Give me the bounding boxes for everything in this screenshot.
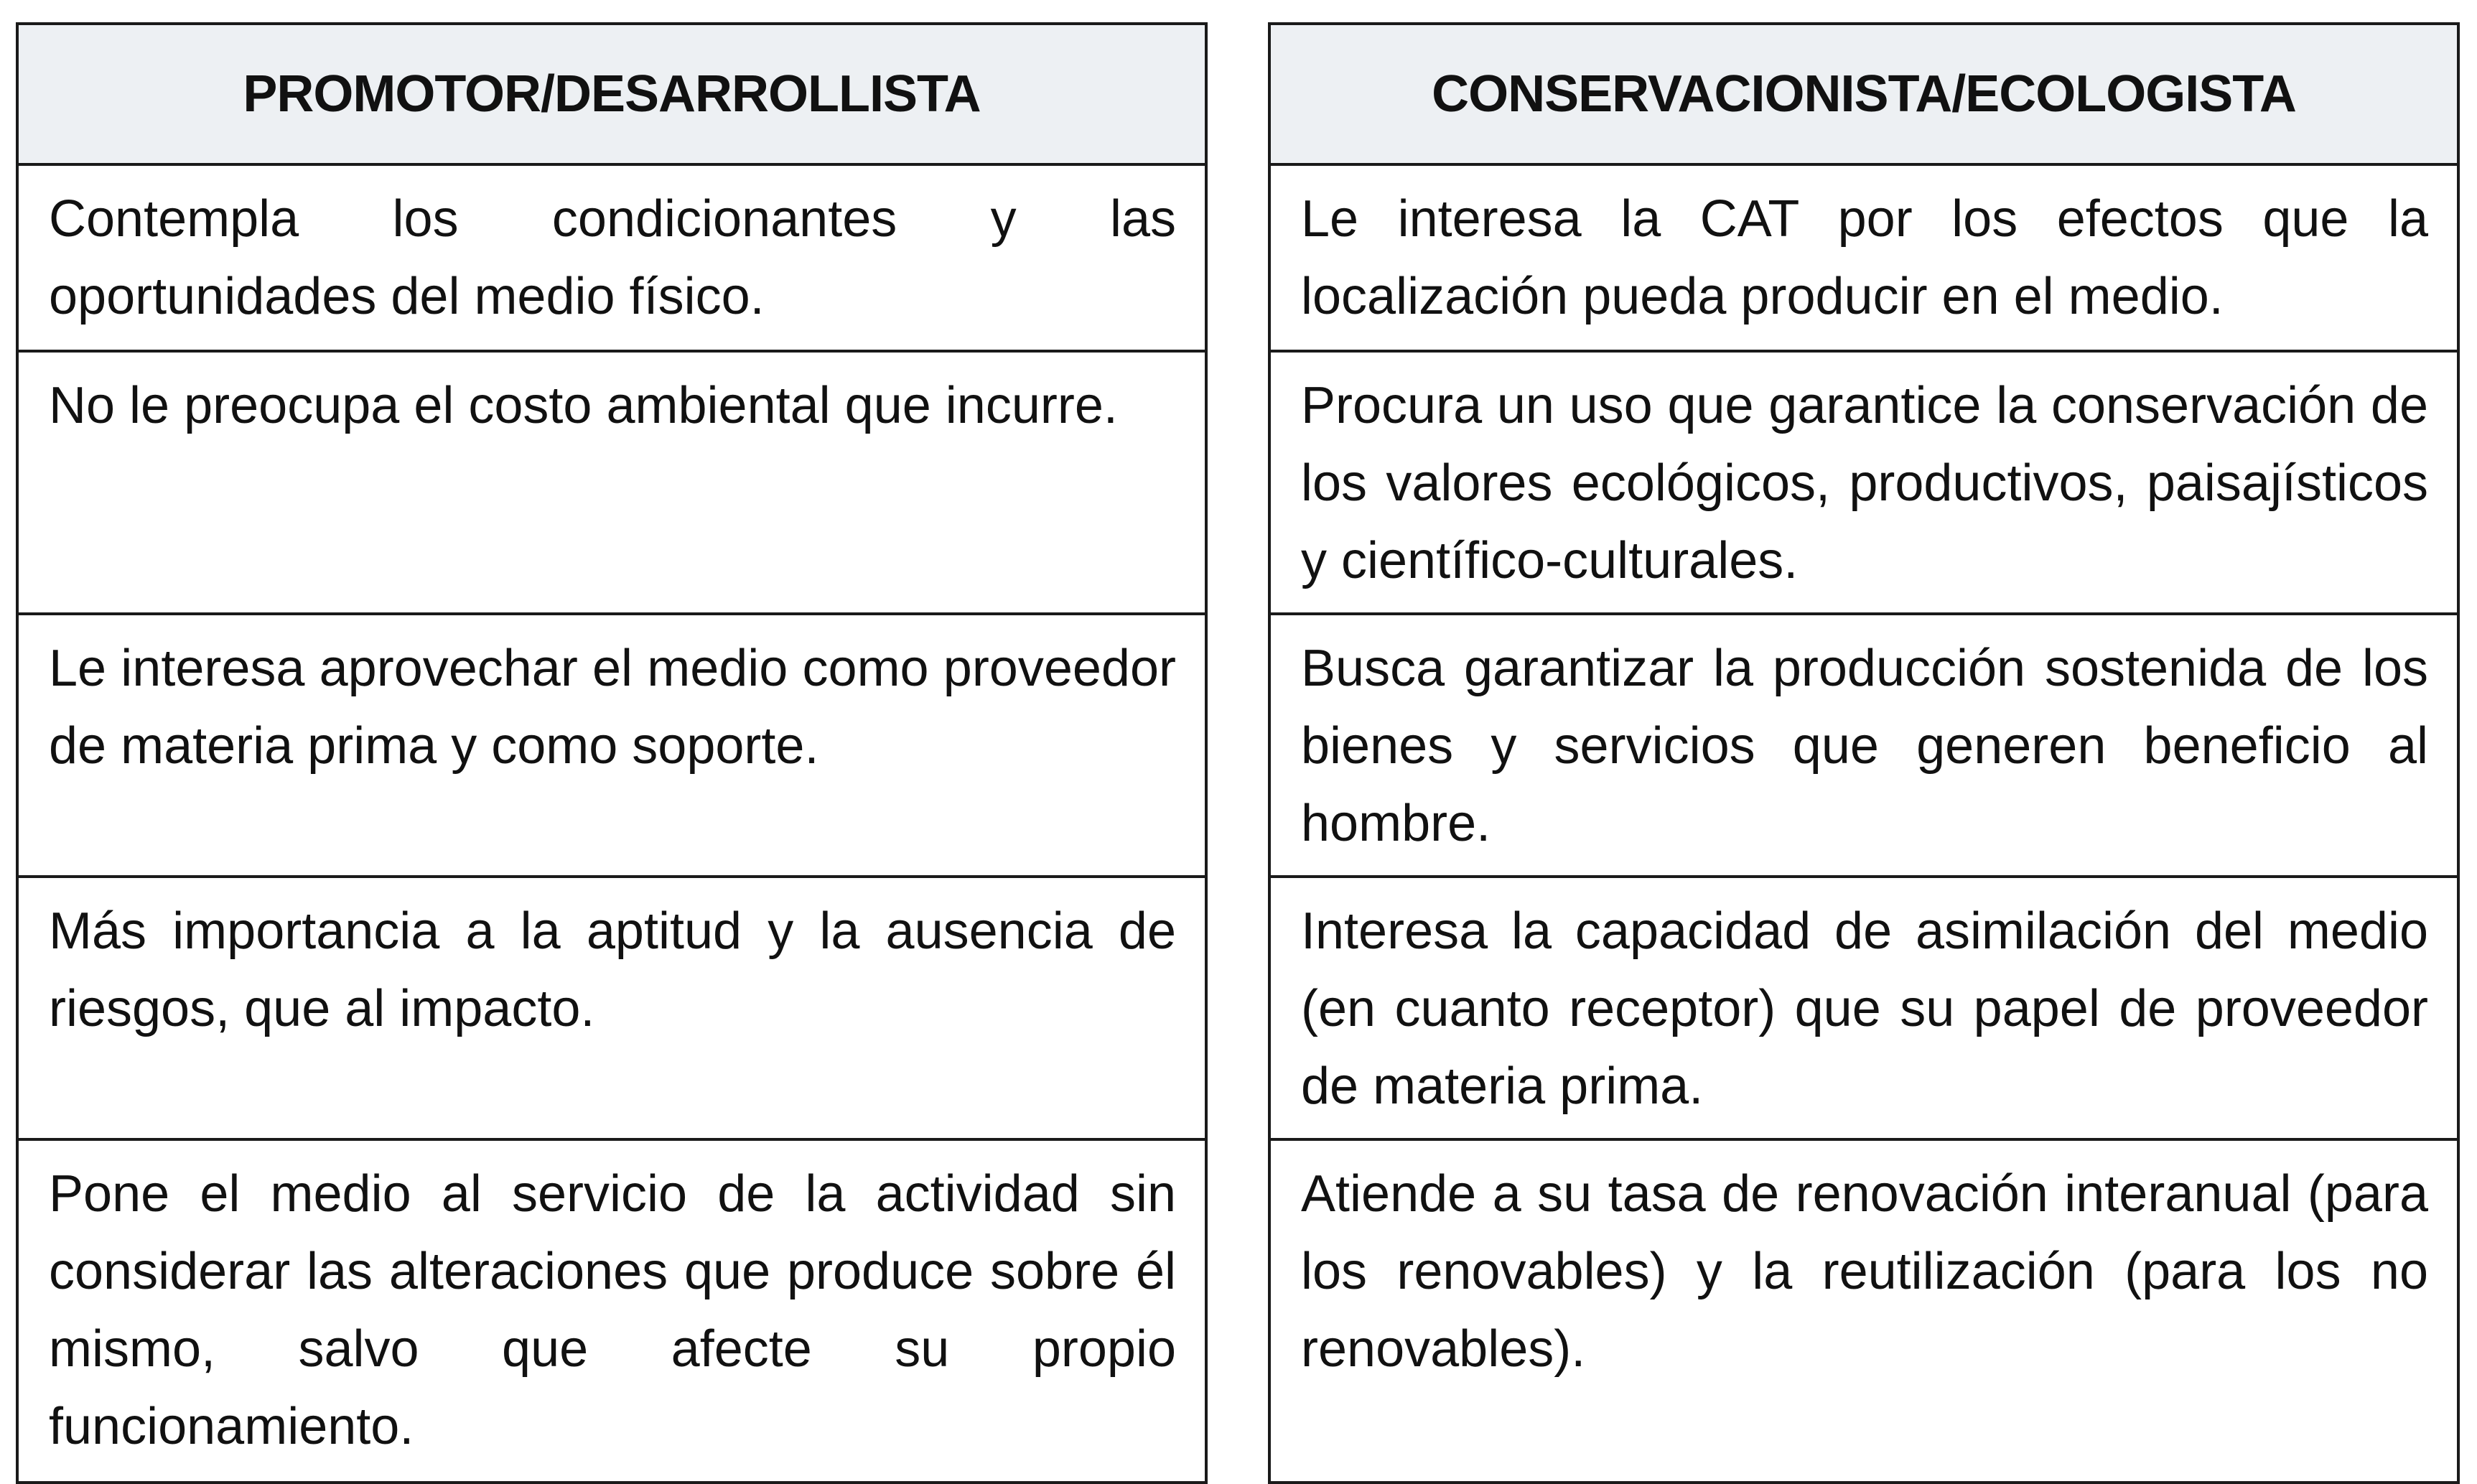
conservacionista-column: [1268, 22, 2460, 1484]
promotor-row-2: No le preocupa el costo ambiental que incurre.: [19, 353, 1205, 615]
promotor-row-1: Contempla los condicionantes y las oportunidades del medio físico.: [19, 166, 1205, 353]
conservacionista-header: CONSERVACIONISTA/ECOLOGISTA: [1271, 25, 2457, 166]
promotor-header: PROMOTOR/DESARROLLISTA: [19, 25, 1205, 166]
promotor-row-5: Pone el medio al servicio de la actividad sin considerar las alteraciones que produce sobre él mismo, salvo que afecte su propio funcionamiento.: [49, 1165, 1176, 1455]
promotor-column: [16, 22, 1208, 1484]
conservacionista-row-4: Interesa la capacidad de asimilación del medio (en cuanto receptor) que su papel de proveedor de materia prima.: [1271, 878, 2457, 1141]
conservacionista-row-5: Atiende a su tasa de renovación interanual (para los renovables) y la reutilización (para los no renovables).: [1301, 1165, 2428, 1378]
conservacionista-row-2: Procura un uso que garantice la conservación de los valores ecológicos, productivos, paisajísticos y científico-culturales.: [1271, 353, 2457, 615]
conservacionista-row-1: Le interesa la CAT por los efectos que la localización pueda producir en el medio.: [1271, 166, 2457, 353]
promotor-row-3: Le interesa aprovechar el medio como proveedor de materia prima y como soporte.: [19, 615, 1205, 878]
conservacionista-row-3: Busca garantizar la producción sostenida de los bienes y servicios que generen beneficio al hombre.: [1271, 615, 2457, 878]
promotor-row-4: Más importancia a la aptitud y la ausencia de riesgos, que al impacto.: [19, 878, 1205, 1141]
